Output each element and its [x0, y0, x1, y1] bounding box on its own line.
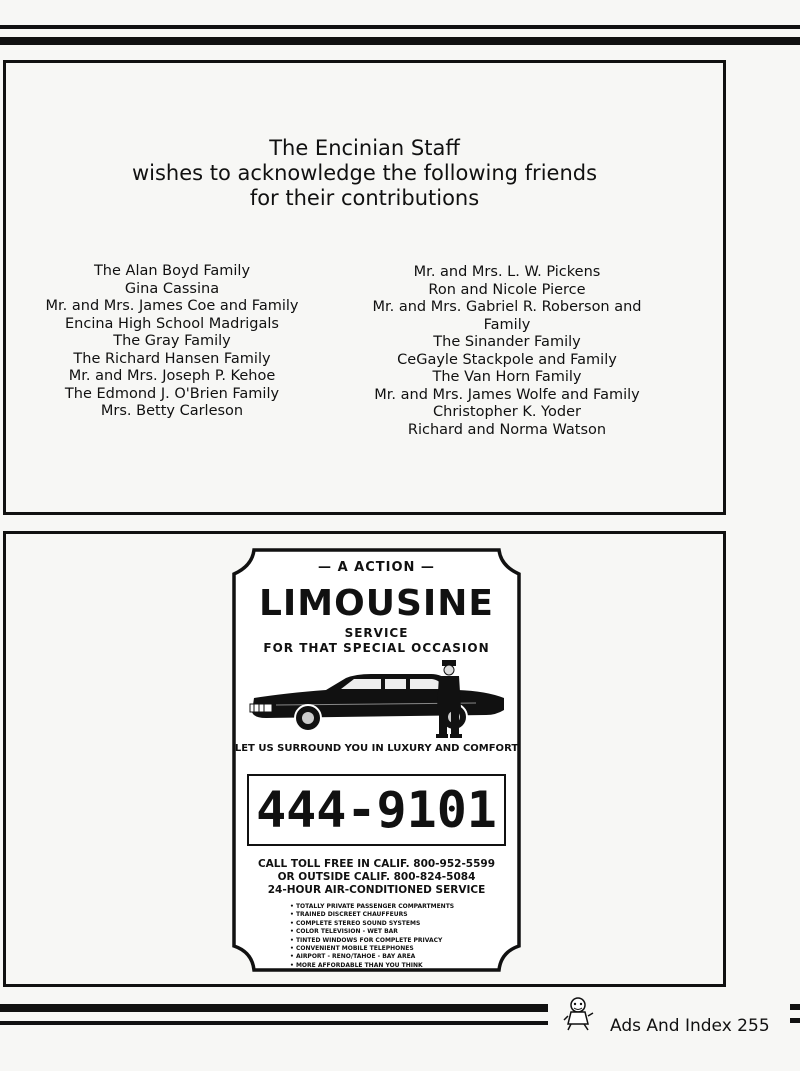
corner-rule-1 — [790, 1004, 800, 1010]
ad-title: LIMOUSINE — [258, 583, 495, 624]
page-footer-label: Ads And Index 255 — [610, 1016, 770, 1036]
heading-line-1: The Encinian Staff — [269, 136, 460, 160]
contributor-name: Mr. and Mrs. James Wolfe and Family — [374, 386, 640, 403]
contributor-name: The Alan Boyd Family — [93, 263, 251, 279]
ad-subtitle-2: FOR THAT SPECIAL OCCASION — [263, 641, 490, 655]
contributor-name: Christopher K. Yoder — [433, 404, 581, 420]
ad-subtitle-1: SERVICE — [344, 626, 409, 640]
bottom-rule-thick — [0, 1004, 548, 1012]
ad-tagline: LET US SURROUND YOU IN LUXURY AND COMFORT — [234, 743, 519, 754]
contributor-name: Richard and Norma Watson — [407, 421, 607, 438]
contributor-list-left — [22, 263, 322, 421]
feature-list — [290, 903, 454, 970]
top-rule-thick — [0, 37, 800, 45]
contributor-name: The Edmond J. O'Brien Family — [64, 385, 280, 402]
contributor-name: Mr. and Mrs. L. W. Pickens — [413, 264, 601, 280]
feature-item: • TINTED WINDOWS FOR COMPLETE PRIVACY — [290, 937, 454, 945]
service-hours-line: 24-HOUR AIR-CONDITIONED SERVICE — [267, 884, 486, 896]
contributor-name: The Van Horn Family — [432, 369, 582, 385]
contributor-list-right — [351, 264, 663, 439]
contributor-name: Mrs. Betty Carleson — [100, 403, 244, 419]
limousine-ad — [232, 548, 521, 972]
heading-line-2: wishes to acknowledge the following friends — [131, 161, 598, 185]
feature-item: • COMPLETE STEREO SOUND SYSTEMS — [290, 920, 454, 928]
acknowledgment-box — [3, 60, 726, 515]
toll-free-line-1: CALL TOLL FREE IN CALIF. 800-952-5599 — [257, 858, 496, 870]
contributor-name: Encina High School Madrigals — [65, 315, 279, 332]
feature-item: • AIRPORT - RENO/TAHOE - BAY AREA — [290, 953, 454, 961]
contributor-name: Mr. and Mrs. Joseph P. Kehoe — [68, 368, 276, 384]
advertisement-box — [3, 531, 726, 987]
acknowledgment-heading — [6, 136, 723, 211]
bottom-rule-thin — [0, 1021, 548, 1025]
toll-free-line-2: OR OUTSIDE CALIF. 800-824-5084 — [277, 871, 476, 883]
feature-item: • CONVENIENT MOBILE TELEPHONES — [290, 945, 454, 953]
phone-box — [247, 774, 506, 846]
contributor-name: The Richard Hansen Family — [73, 350, 271, 367]
feature-item: • COLOR TELEVISION - WET BAR — [290, 928, 454, 936]
feature-item: • TOTALLY PRIVATE PASSENGER COMPARTMENTS — [290, 903, 454, 911]
corner-rule-2 — [790, 1018, 800, 1023]
contributor-name: Family — [483, 316, 531, 333]
mascot-icon — [562, 996, 598, 1032]
contributor-name: The Sinander Family — [433, 334, 581, 350]
ad-eyebrow: — A ACTION — — [318, 560, 435, 575]
top-rule-thin — [0, 25, 800, 29]
ad-phone-number: 444-9101 — [256, 781, 497, 839]
feature-item: • TRAINED DISCREET CHAUFFEURS — [290, 911, 454, 919]
contributor-name: The Gray Family — [113, 333, 231, 349]
feature-item: • MORE AFFORDABLE THAN YOU THINK — [290, 962, 454, 970]
contributor-name: Ron and Nicole Pierce — [428, 281, 586, 298]
contributor-name: Mr. and Mrs. Gabriel R. Roberson and — [372, 299, 642, 315]
contributor-name: Mr. and Mrs. James Coe and Family — [45, 298, 299, 314]
heading-line-3: for their contributions — [249, 186, 480, 210]
limousine-car-illustration — [246, 660, 508, 740]
contributor-name: Gina Cassina — [124, 280, 220, 297]
contributor-name: CeGayle Stackpole and Family — [397, 351, 617, 368]
